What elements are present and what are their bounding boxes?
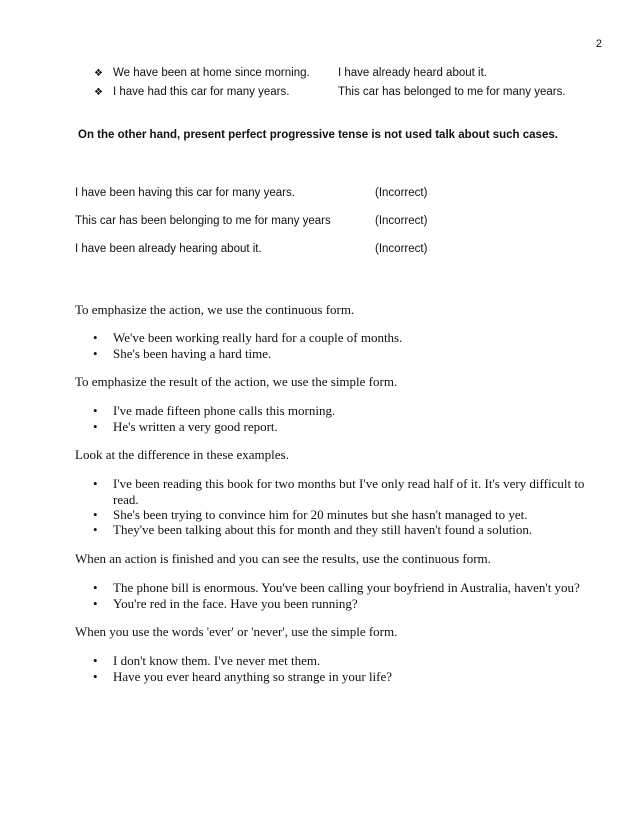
section-heading-3: Look at the difference in these examples.	[75, 447, 289, 462]
bullet-icon: •	[93, 476, 98, 491]
incorrect-sentence-2: This car has been belonging to me for many years	[75, 215, 331, 227]
section-heading-5: When you use the words 'ever' or 'never', use the simple form.	[75, 624, 398, 639]
list-item: Have you ever heard anything so strange in your life?	[113, 669, 393, 684]
list-item-continued: read.	[113, 492, 139, 507]
incorrect-tag-3: (Incorrect)	[375, 243, 428, 255]
diamond-bullet-icon: ❖	[94, 87, 103, 98]
list-item: We've been working really hard for a couple of months.	[113, 330, 403, 345]
section-heading-1: To emphasize the action, we use the continuous form.	[75, 302, 355, 317]
list-item: She's been having a hard time.	[113, 346, 272, 361]
pair-right-2: This car has belonged to me for many years.	[338, 86, 566, 98]
bullet-icon: •	[93, 580, 98, 595]
bullet-icon: •	[93, 669, 98, 684]
bullet-icon: •	[93, 346, 98, 361]
list-item: I've been reading this book for two months but I've only read half of it. It's very difficult to	[113, 476, 585, 491]
list-item: You're red in the face. Have you been running?	[113, 596, 358, 611]
list-item: I've made fifteen phone calls this morning.	[113, 403, 336, 418]
page-number: 2	[595, 38, 602, 50]
list-item: They've been talking about this for month and they still haven't found a solution.	[113, 522, 533, 537]
bullet-icon: •	[93, 419, 98, 434]
incorrect-tag-2: (Incorrect)	[375, 215, 428, 227]
bullet-icon: •	[93, 522, 98, 537]
section-heading-2: To emphasize the result of the action, we use the simple form.	[75, 374, 398, 389]
diamond-bullet-icon: ❖	[94, 68, 103, 79]
section-heading-4: When an action is finished and you can see the results, use the continuous form.	[75, 551, 491, 566]
pair-left-1: We have been at home since morning.	[113, 67, 310, 79]
bullet-icon: •	[93, 653, 98, 668]
note-text: On the other hand, present perfect progressive tense is not used talk about such cases.	[78, 129, 558, 141]
bullet-icon: •	[93, 403, 98, 418]
pair-right-1: I have already heard about it.	[338, 67, 487, 79]
pair-left-2: I have had this car for many years.	[113, 86, 290, 98]
bullet-icon: •	[93, 330, 98, 345]
list-item: The phone bill is enormous. You've been calling your boyfriend in Australia, haven't you?	[113, 580, 580, 595]
incorrect-sentence-1: I have been having this car for many years.	[75, 187, 295, 199]
list-item: He's written a very good report.	[113, 419, 278, 434]
bullet-icon: •	[93, 507, 98, 522]
list-item: I don't know them. I've never met them.	[113, 653, 321, 668]
incorrect-sentence-3: I have been already hearing about it.	[75, 243, 262, 255]
incorrect-tag-1: (Incorrect)	[375, 187, 428, 199]
list-item: She's been trying to convince him for 20 minutes but she hasn't managed to yet.	[113, 507, 528, 522]
bullet-icon: •	[93, 596, 98, 611]
